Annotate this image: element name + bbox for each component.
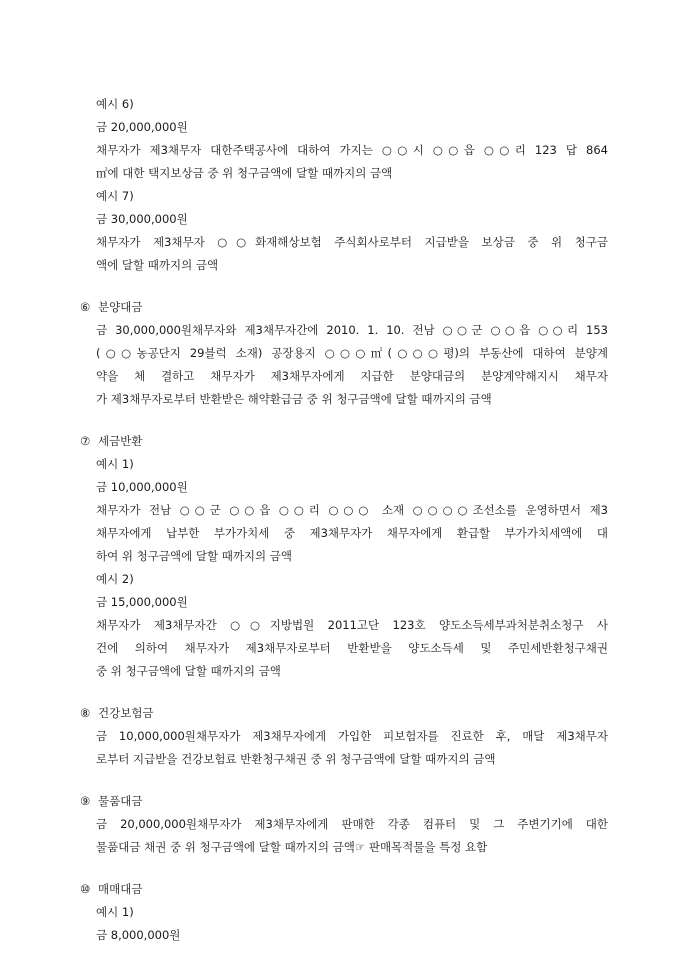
- example-label: 예시 1): [96, 905, 134, 919]
- paragraph-line: 채무자가 제3채무자 ○○화재해상보험 주식회사로부터 지급받을 보상금 중 위 청구금: [96, 235, 608, 249]
- section-title: 매매대금: [98, 882, 143, 896]
- paragraph-line: 가 제3채무자로부터 반환받은 해약환급금 중 위 청구금액에 달할 때까지의 금액: [96, 392, 492, 406]
- section-heading: [80, 296, 608, 319]
- paragraph-line: 로부터 지급받을 건강보험료 반환청구채권 중 위 청구금액에 달할 때까지의 금액: [96, 752, 496, 766]
- paragraph-line: ㎡에 대한 택지보상금 중 위 청구금액에 달할 때까지의 금액: [96, 166, 393, 180]
- section-title: 분양대금: [98, 300, 143, 314]
- section-title: 물품대금: [98, 794, 143, 808]
- example-label: 예시 7): [96, 189, 134, 203]
- section-title: 건강보험금: [98, 706, 154, 720]
- paragraph-line: 건에 의하여 채무자가 제3채무자로부터 반환받을 양도소득세 및 주민세반환청구채권: [96, 641, 608, 655]
- section-heading: [80, 430, 608, 453]
- section-heading: [80, 878, 608, 901]
- paragraph-line: 액에 달할 때까지의 금액: [96, 258, 219, 272]
- example-label: 예시 1): [96, 457, 134, 471]
- paragraph-line: (○○농공단지 29블럭 소재) 공장용지 ○○○㎡(○○○평)의 부동산에 대하여 분양계: [96, 346, 608, 360]
- section-number: ⑧: [80, 706, 91, 720]
- amount: 금 20,000,000원: [96, 120, 188, 134]
- paragraph-line: 금 10,000,000원채무자가 제3채무자에게 가입한 피보험자를 진료한 후, 매달 제3채무자: [96, 729, 608, 743]
- section-number: ⑥: [80, 300, 91, 314]
- amount: 금 8,000,000원: [96, 928, 181, 942]
- paragraph-line: 금 20,000,000원채무자가 제3채무자에게 판매한 각종 컴퓨터 및 그 주변기기에 대한: [96, 817, 608, 831]
- section-number: ⑦: [80, 434, 91, 448]
- amount: 금 30,000,000원: [96, 212, 188, 226]
- paragraph-line: 하여 위 청구금액에 달할 때까지의 금액: [96, 549, 293, 563]
- paragraph-line: 물품대금 채권 중 위 청구금액에 달할 때까지의 금액☞ 판매목적물을 특정 요함: [96, 840, 488, 854]
- amount: 금 10,000,000원: [96, 480, 188, 494]
- paragraph-line: 금 30,000,000원채무자와 제3채무자간에 2010. 1. 10. 전남 ○○군 ○○읍 ○○리 153: [96, 323, 608, 337]
- section-heading: [80, 702, 608, 725]
- paragraph-line: 채무자가 전남 ○○군 ○○읍 ○○리 ○○○ 소재 ○○○○조선소를 운영하면서 제3: [96, 503, 608, 517]
- section-number: ⑨: [80, 794, 91, 808]
- paragraph-line: 채무자가 제3채무자 대한주택공사에 대하여 가지는 ○○시 ○○읍 ○○리 123 답 864: [96, 143, 608, 157]
- amount: 금 15,000,000원: [96, 595, 188, 609]
- document-body: [80, 93, 608, 947]
- section-title: 세금반환: [98, 434, 143, 448]
- paragraph-line: 채무자가 제3채무자간 ○○지방법원 2011고단 123호 양도소득세부과처분취소청구 사: [96, 618, 608, 632]
- section-number: ⑩: [80, 882, 91, 896]
- paragraph-line: 약을 체 결하고 채무자가 제3채무자에게 지급한 분양대금의 분양계약해지시 채무자: [96, 369, 608, 383]
- paragraph-line: 중 위 청구금액에 달할 때까지의 금액: [96, 664, 281, 678]
- example-label: 예시 6): [96, 97, 134, 111]
- example-label: 예시 2): [96, 572, 134, 586]
- paragraph-line: 채무자에게 납부한 부가가치세 중 제3채무자가 채무자에게 환급할 부가가치세액에 대: [96, 526, 608, 540]
- section-heading: [80, 790, 608, 813]
